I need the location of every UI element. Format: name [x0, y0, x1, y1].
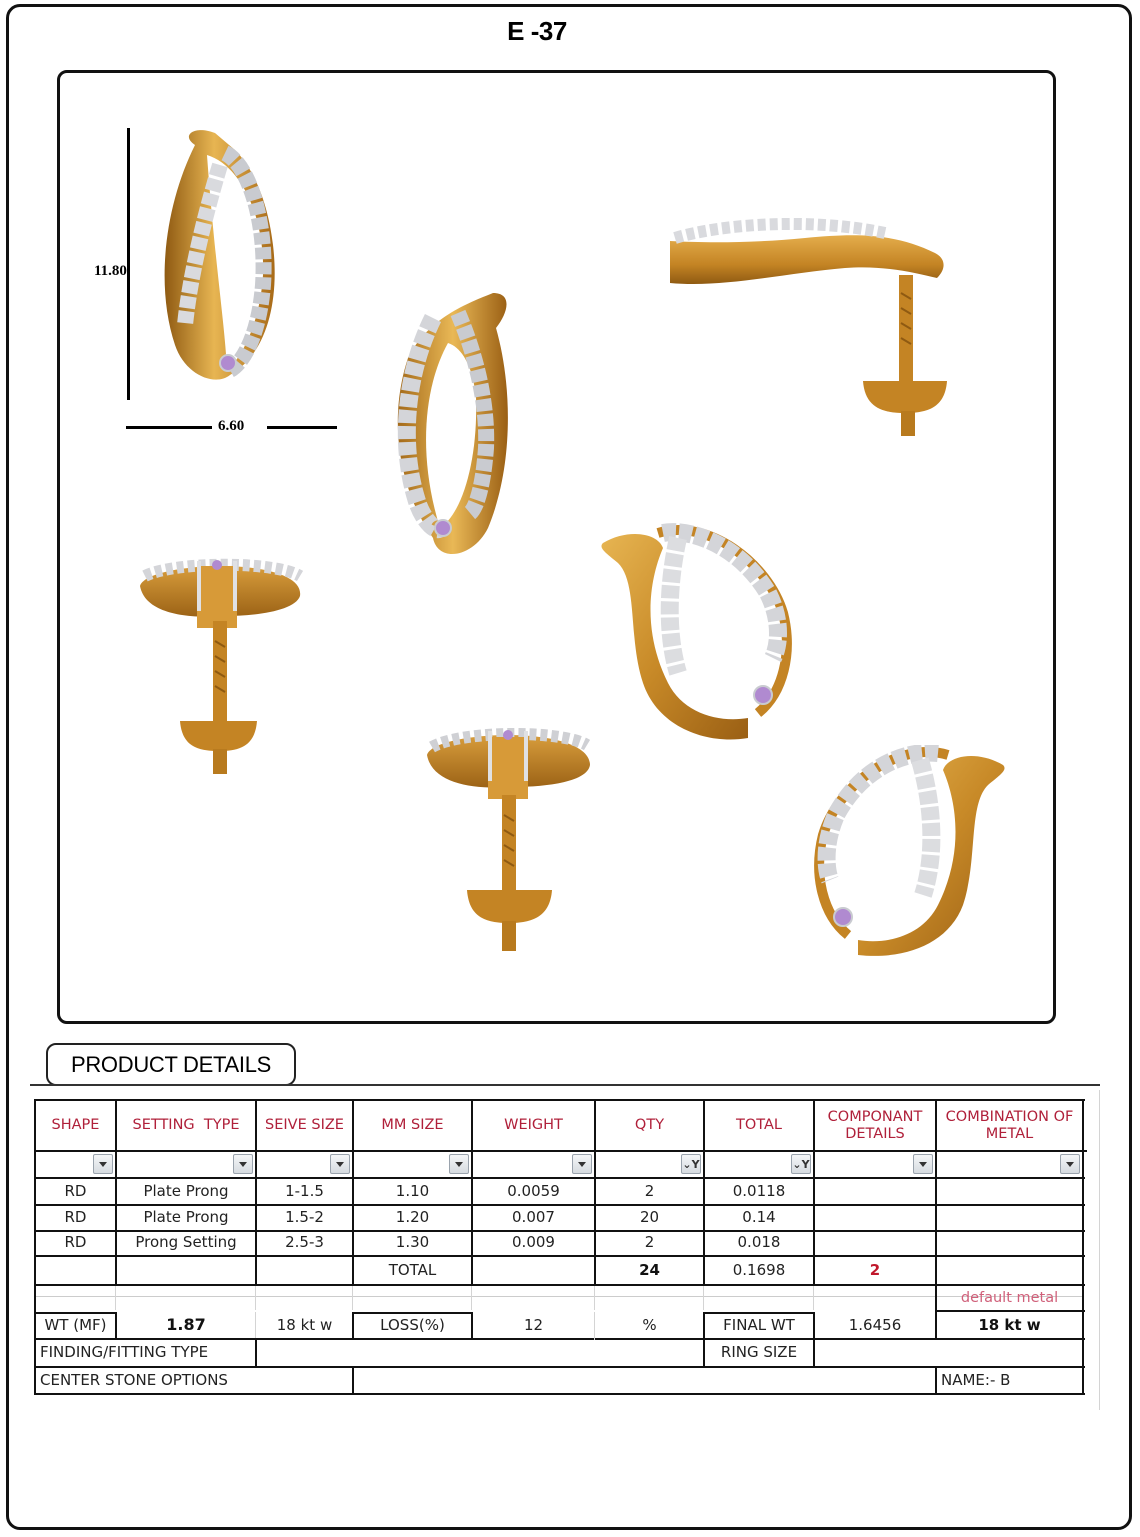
table-row-2-seive-size: 1.5-2 — [285, 1208, 324, 1227]
gridline — [255, 1312, 256, 1340]
table-border — [34, 1150, 1087, 1152]
column-header-mm-size: MM SIZE — [381, 1117, 444, 1134]
totals-weight: 0.1698 — [732, 1260, 786, 1279]
gridline — [352, 1286, 353, 1310]
metal-karat: 18 kt w — [276, 1315, 333, 1334]
table-row-1-mm-size: 1.10 — [395, 1181, 430, 1200]
earring-perspective-view-left — [808, 745, 1008, 960]
loss-label: LOSS(%) — [380, 1315, 445, 1334]
table-row-3-setting-type: Prong Setting — [135, 1233, 237, 1252]
height-dimension-line — [127, 128, 130, 400]
chevron-down-icon — [336, 1162, 344, 1167]
default-metal-label: default metal — [960, 1289, 1059, 1306]
gridline — [471, 1286, 472, 1310]
column-header-combination-of-metal: COMBINATION OF METAL — [945, 1108, 1074, 1142]
loss-unit: % — [642, 1315, 657, 1334]
chevron-down-icon — [99, 1162, 107, 1167]
earring-back-screw-view — [135, 551, 310, 776]
earring-side-profile-view — [665, 213, 950, 443]
earring-bottom-screw-view — [422, 725, 597, 955]
ring-size-value[interactable] — [815, 1340, 1082, 1366]
chevron-down-icon — [239, 1162, 247, 1167]
column-header-setting-type: SETTING TYPE — [132, 1117, 240, 1134]
table-row-3-seive-size: 2.5-3 — [285, 1233, 324, 1252]
wt-mf-value: 1.87 — [166, 1315, 206, 1335]
totals-label: TOTAL — [388, 1260, 437, 1279]
column-header-seive-size: SEIVE SIZE — [265, 1117, 344, 1134]
table-row-2-weight: 0.007 — [512, 1208, 555, 1227]
table-row-3-shape: RD — [64, 1233, 87, 1252]
table-row-2-mm-size: 1.20 — [395, 1208, 430, 1227]
table-row-1-total: 0.0118 — [732, 1181, 786, 1200]
table-row-1-weight: 0.0059 — [507, 1181, 560, 1200]
table-border — [34, 1284, 1085, 1286]
width-dimension-line-right — [267, 426, 337, 429]
componant-filter-dropdown[interactable] — [913, 1154, 933, 1174]
final-metal-karat: 18 kt w — [978, 1315, 1041, 1334]
center-stone-options-value[interactable] — [354, 1368, 935, 1393]
ring-size-label: RING SIZE — [720, 1343, 798, 1362]
seive-size-filter-dropdown[interactable] — [330, 1154, 350, 1174]
table-row-1-setting-type: Plate Prong — [143, 1181, 229, 1200]
column-header-weight: WEIGHT — [504, 1117, 563, 1134]
table-row-1-qty: 2 — [644, 1181, 655, 1200]
funnel-filter-icon: ⌄Y — [682, 1157, 700, 1171]
width-dimension-label: 6.60 — [218, 418, 245, 434]
total-filter-active[interactable] — [791, 1154, 811, 1174]
gridline — [703, 1286, 704, 1310]
table-row-1-shape: RD — [64, 1181, 87, 1200]
table-row-3-mm-size: 1.30 — [395, 1233, 430, 1252]
earring-perspective-view-right — [598, 523, 798, 748]
table-border — [1082, 1099, 1084, 1395]
shape-filter-dropdown[interactable] — [93, 1154, 113, 1174]
column-header-componant-details: COMPONANT DETAILS — [827, 1108, 923, 1142]
section-divider — [30, 1084, 1100, 1086]
column-header-total: TOTAL — [736, 1117, 782, 1134]
setting-type-filter-dropdown[interactable] — [233, 1154, 253, 1174]
weight-filter-dropdown[interactable] — [572, 1154, 592, 1174]
mm-size-filter-dropdown[interactable] — [449, 1154, 469, 1174]
product-details-badge: PRODUCT DETAILS — [46, 1043, 296, 1086]
chevron-down-icon — [578, 1162, 586, 1167]
design-code-title: E -37 — [507, 16, 567, 46]
earring-front-view — [155, 125, 285, 397]
totals-componant-count: 2 — [869, 1260, 881, 1279]
chevron-down-icon — [1066, 1162, 1074, 1167]
gridline — [594, 1312, 595, 1340]
table-row-3-total: 0.018 — [737, 1233, 781, 1252]
column-header-qty: QTY — [634, 1117, 665, 1134]
gridline — [255, 1286, 256, 1310]
combination-filter-dropdown[interactable] — [1060, 1154, 1080, 1174]
final-wt-value: 1.6456 — [848, 1315, 902, 1334]
totals-qty: 24 — [639, 1260, 660, 1279]
table-border — [34, 1393, 1085, 1395]
table-row-3-weight: 0.009 — [512, 1233, 555, 1252]
gridline — [594, 1286, 595, 1310]
center-stone-options-label: CENTER STONE OPTIONS — [40, 1370, 228, 1389]
gridline — [1099, 1090, 1100, 1410]
gridline — [35, 1296, 1083, 1297]
column-header-shape: SHAPE — [51, 1117, 100, 1134]
funnel-filter-icon: ⌄Y — [792, 1157, 810, 1171]
height-dimension-label: 11.80 — [94, 263, 127, 279]
table-border — [936, 1310, 1085, 1312]
table-row-2-shape: RD — [64, 1208, 87, 1227]
finding-fitting-type-label: FINDING/FITTING TYPE — [40, 1343, 209, 1362]
earring-angled-front-view — [378, 288, 528, 568]
finding-fitting-type-value[interactable] — [257, 1340, 703, 1366]
name-label: NAME:- B — [941, 1370, 1011, 1389]
chevron-down-icon — [919, 1162, 927, 1167]
gridline — [115, 1286, 116, 1310]
table-row-1-seive-size: 1-1.5 — [285, 1181, 324, 1200]
qty-filter-active[interactable] — [681, 1154, 701, 1174]
chevron-down-icon — [455, 1162, 463, 1167]
table-row-2-setting-type: Plate Prong — [143, 1208, 229, 1227]
table-row-2-qty: 20 — [639, 1208, 660, 1227]
loss-value: 12 — [523, 1315, 544, 1334]
wt-mf-label: WT (MF) — [44, 1315, 107, 1334]
product-image-panel — [57, 70, 1056, 1024]
table-row-3-qty: 2 — [644, 1233, 655, 1252]
table-row-2-total: 0.14 — [742, 1208, 776, 1227]
final-wt-label: FINAL WT — [723, 1315, 795, 1334]
gridline — [813, 1286, 814, 1310]
width-dimension-line-left — [126, 426, 212, 429]
